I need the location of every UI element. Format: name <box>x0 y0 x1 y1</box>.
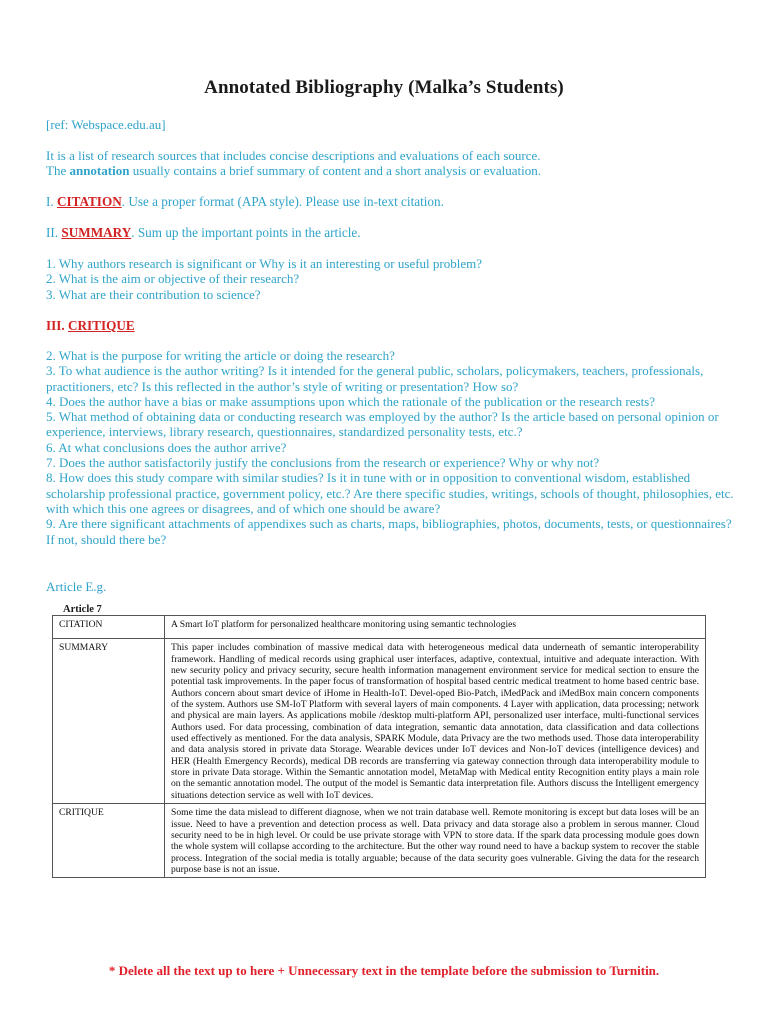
intro-line-2-pre: The <box>46 163 70 179</box>
critique-number: III. <box>46 318 68 333</box>
summary-section <box>46 225 736 240</box>
citation-section <box>46 194 736 209</box>
row-key: CITATION <box>53 616 165 639</box>
intro-line-1: It is a list of research sources that includes concise descriptions and evaluations of each source. <box>46 148 541 163</box>
row-value: A Smart IoT platform for personalized healthcare monitoring using semantic technologies <box>165 616 706 639</box>
row-value: This paper includes combination of massive medical data with heterogeneous medical data underneath of semantic interoperability framework. Handling of medical records using graphical user interfaces, adaptive, contextual, intuitive and adequate interaction. With new security policy and privacy security, secure health information management environment service for medical section to ensure the potential task improvements. In the paper focus of transformation of hospital based centric medical treatment to home based centric base. Authors concern about smart device of iHome in Health-IoT. Devel-oped Bio-Patch, iMedPack and iMedBox main concern components of the system. Authors use SM-IoT Platform with several layers of main components. 4 Layer with application, data processing; network and physical are main layers. As applications mobile /desktop multi-platform API, personalized user interface, multi-functional services Authors used. For data processing, combination of data integration, semantic data annotation, data classification and data collections used effectively as mentioned. For the data analysis, SPARK Module, data Privacy are the two methods used. Those data interoperability and data analysis stored in private data Storage. Wearable devices under IoT devices and Non-IoT devices (intelligence devices) and HER (Health Emergency Records), medical DB records are transferring via gateway connection through data interoperability module to store in private Data storage. Within the Semantic annotation model, MetaMap with Medical entity Recognition entity plays a main role on the semantic annotation model. The output of the model is Semantic data interpretation file. Authors discuss the Intelligent emergency situations detection service as well with IoT devices. <box>165 639 706 804</box>
critique-question: 5. What method of obtaining data or conducting research was employed by the author? Is the article based on personal opinion or experience, interviews, library research, questionnaires, standardized personality tests, etc.? <box>46 409 719 440</box>
article-number-label: Article 7 <box>63 604 102 615</box>
summary-heading: SUMMARY <box>61 225 132 240</box>
article-table <box>52 615 706 878</box>
annotation-term: annotation <box>69 163 130 179</box>
row-key: CRITIQUE <box>53 804 165 878</box>
critique-question: 7. Does the author satisfactorily justify the conclusions from the research or experience? Why or why not? <box>46 455 600 471</box>
critique-questions <box>46 348 736 547</box>
critique-question: 9. Are there significant attachments of appendixes such as charts, maps, bibliographies, photos, documents, tests, or questionnaires? If not, should there be? <box>46 516 732 547</box>
table-row <box>53 804 706 878</box>
critique-question: 2. What is the purpose for writing the article or doing the research? <box>46 348 395 363</box>
summary-question: 1. Why authors research is significant or Why is it an interesting or useful problem? <box>46 256 482 271</box>
summary-number: II. <box>46 225 62 240</box>
article-example-label: Article E.g. <box>46 579 107 594</box>
summary-questions <box>46 256 736 302</box>
critique-section <box>46 318 736 333</box>
critique-question: 6. At what conclusions does the author arrive? <box>46 439 287 455</box>
summary-question: 2. What is the aim or objective of their research? <box>46 271 300 287</box>
row-key: SUMMARY <box>53 639 165 804</box>
table-row <box>53 639 706 804</box>
citation-instruction: . Use a proper format (APA style). Please use in-text citation. <box>121 194 444 209</box>
row-value: Some time the data mislead to different diagnose, when we not train database well. Remote monitoring is except but data loses will be an issue. Need to have a prevention and detection process as well. Data privacy and data storage also a problem in serous manner. Cloud security need to be in high level. Or could be use private storage with VPN to store data. If the spark data processing module goes down the whole system will collapse according to the architecture. But the other way round need to have a backup system to recover the stable process. Integration of the social media is totally arguable; because of the data security goes vulnerable. Giving the data for the research purpose base is not an issue. <box>165 804 706 878</box>
critique-heading: CRITIQUE <box>68 318 135 333</box>
summary-instruction: . Sum up the important points in the article. <box>131 225 361 240</box>
intro-paragraph <box>46 148 736 179</box>
intro-line-2-post: usually contains a brief summary of content and a short analysis or evaluation. <box>129 163 541 179</box>
citation-heading: CITATION <box>57 194 122 209</box>
summary-question: 3. What are their contribution to science? <box>46 286 261 302</box>
reference-line: [ref: Webspace.edu.au] <box>46 117 166 132</box>
critique-question: 3. To what audience is the author writing? Is it intended for the general public, scholars, policymakers, teachers, professionals, practitioners, etc? Is this reflected in the author’s style of writing or presentation? How so? <box>46 363 704 394</box>
intro-line-2 <box>46 163 736 178</box>
page-title: Annotated Bibliography (Malka’s Students) <box>204 77 564 98</box>
table-row <box>53 616 706 639</box>
citation-number: I. <box>46 194 57 209</box>
critique-question: 8. How does this study compare with similar studies? Is it in tune with or in opposition to conventional wisdom, established scholarship professional practice, government policy, etc.? Are there specific studies, writings, schools of thought, philosophies, etc. with which this one agrees or disagrees, and of which one should be aware? <box>46 470 734 516</box>
submission-warning: * Delete all the text up to here + Unnecessary text in the template before the submission to Turnitin. <box>108 963 660 978</box>
critique-question: 4. Does the author have a bias or make assumptions upon which the rationale of the publication or the research rests? <box>46 393 656 409</box>
